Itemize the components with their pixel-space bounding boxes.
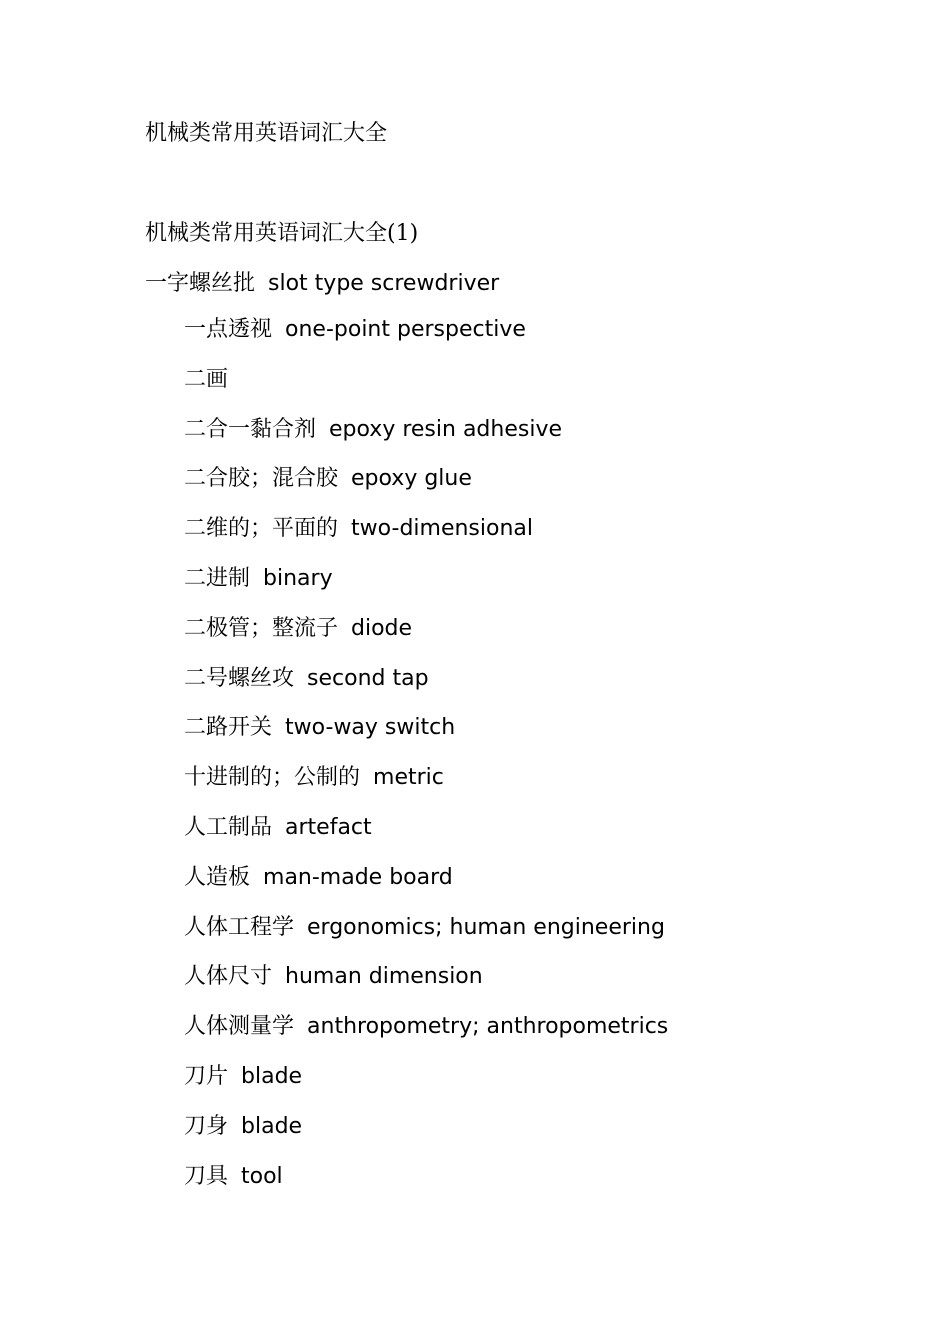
entry-english: blade [241, 1113, 303, 1139]
entry-english: ergonomics; human engineering [307, 914, 665, 940]
glossary-entry [184, 763, 668, 813]
entry-chinese: 刀身 [184, 1113, 229, 1139]
glossary-entry [184, 464, 668, 514]
entry-chinese: 一点透视 [184, 317, 273, 342]
entry-chinese: 二画 [184, 366, 229, 392]
entry-english: binary [263, 565, 333, 591]
glossary-list [184, 315, 668, 1211]
glossary-entry [184, 1062, 668, 1112]
entry-english: blade [241, 1063, 303, 1089]
entry-chinese: 二极管；整流子 [184, 615, 339, 641]
entry-chinese: 人工制品 [184, 814, 273, 840]
glossary-entry [184, 564, 668, 614]
entry-chinese: 二路开关 [184, 715, 273, 741]
entry-chinese: 二合一黏合剂 [184, 416, 317, 442]
glossary-entry [184, 664, 668, 714]
entry-english: two-way switch [285, 715, 456, 741]
glossary-entry [184, 962, 668, 1012]
glossary-entry [184, 614, 668, 664]
entry-english: one-point perspective [285, 317, 526, 342]
entry-english: epoxy resin adhesive [329, 416, 562, 442]
glossary-entry [184, 1012, 668, 1062]
glossary-entry [184, 913, 668, 963]
glossary-entry [184, 1162, 668, 1212]
glossary-entry [184, 813, 668, 863]
entry-chinese: 二号螺丝攻 [184, 665, 295, 691]
glossary-entry [184, 415, 668, 465]
glossary-entry [184, 713, 668, 763]
entry-chinese: 一字螺丝批 [145, 271, 256, 296]
entry-chinese: 人造板 [184, 864, 251, 890]
entry-chinese: 人体工程学 [184, 914, 295, 940]
entry-chinese: 十进制的；公制的 [184, 765, 361, 791]
glossary-entry [184, 1112, 668, 1162]
entry-chinese: 人体测量学 [184, 1014, 295, 1040]
entry-english: diode [351, 615, 413, 641]
entry-english: tool [241, 1163, 283, 1189]
section-title: 机械类常用英语词汇大全(1) [145, 221, 419, 246]
entry-english: human dimension [285, 964, 483, 990]
glossary-entry [145, 269, 499, 299]
entry-english: epoxy glue [351, 466, 472, 492]
entry-english: slot type screwdriver [268, 271, 500, 296]
entry-chinese: 人体尺寸 [184, 964, 273, 990]
glossary-entry [184, 514, 668, 564]
entry-chinese: 二进制 [184, 565, 251, 591]
entry-chinese: 二合胶；混合胶 [184, 466, 339, 492]
entry-chinese: 刀片 [184, 1063, 229, 1089]
entry-english: second tap [307, 665, 429, 691]
glossary-entry [184, 315, 668, 365]
entry-english: two-dimensional [351, 516, 533, 542]
entry-chinese: 二维的；平面的 [184, 516, 339, 542]
entry-english: metric [373, 765, 444, 791]
entry-english: anthropometry; anthropometrics [307, 1014, 669, 1040]
entry-chinese: 刀具 [184, 1163, 229, 1189]
glossary-entry [184, 365, 668, 415]
entry-english: man-made board [263, 864, 453, 890]
glossary-entry [184, 863, 668, 913]
entry-english: artefact [285, 814, 372, 840]
document-title: 机械类常用英语词汇大全 [145, 121, 388, 146]
